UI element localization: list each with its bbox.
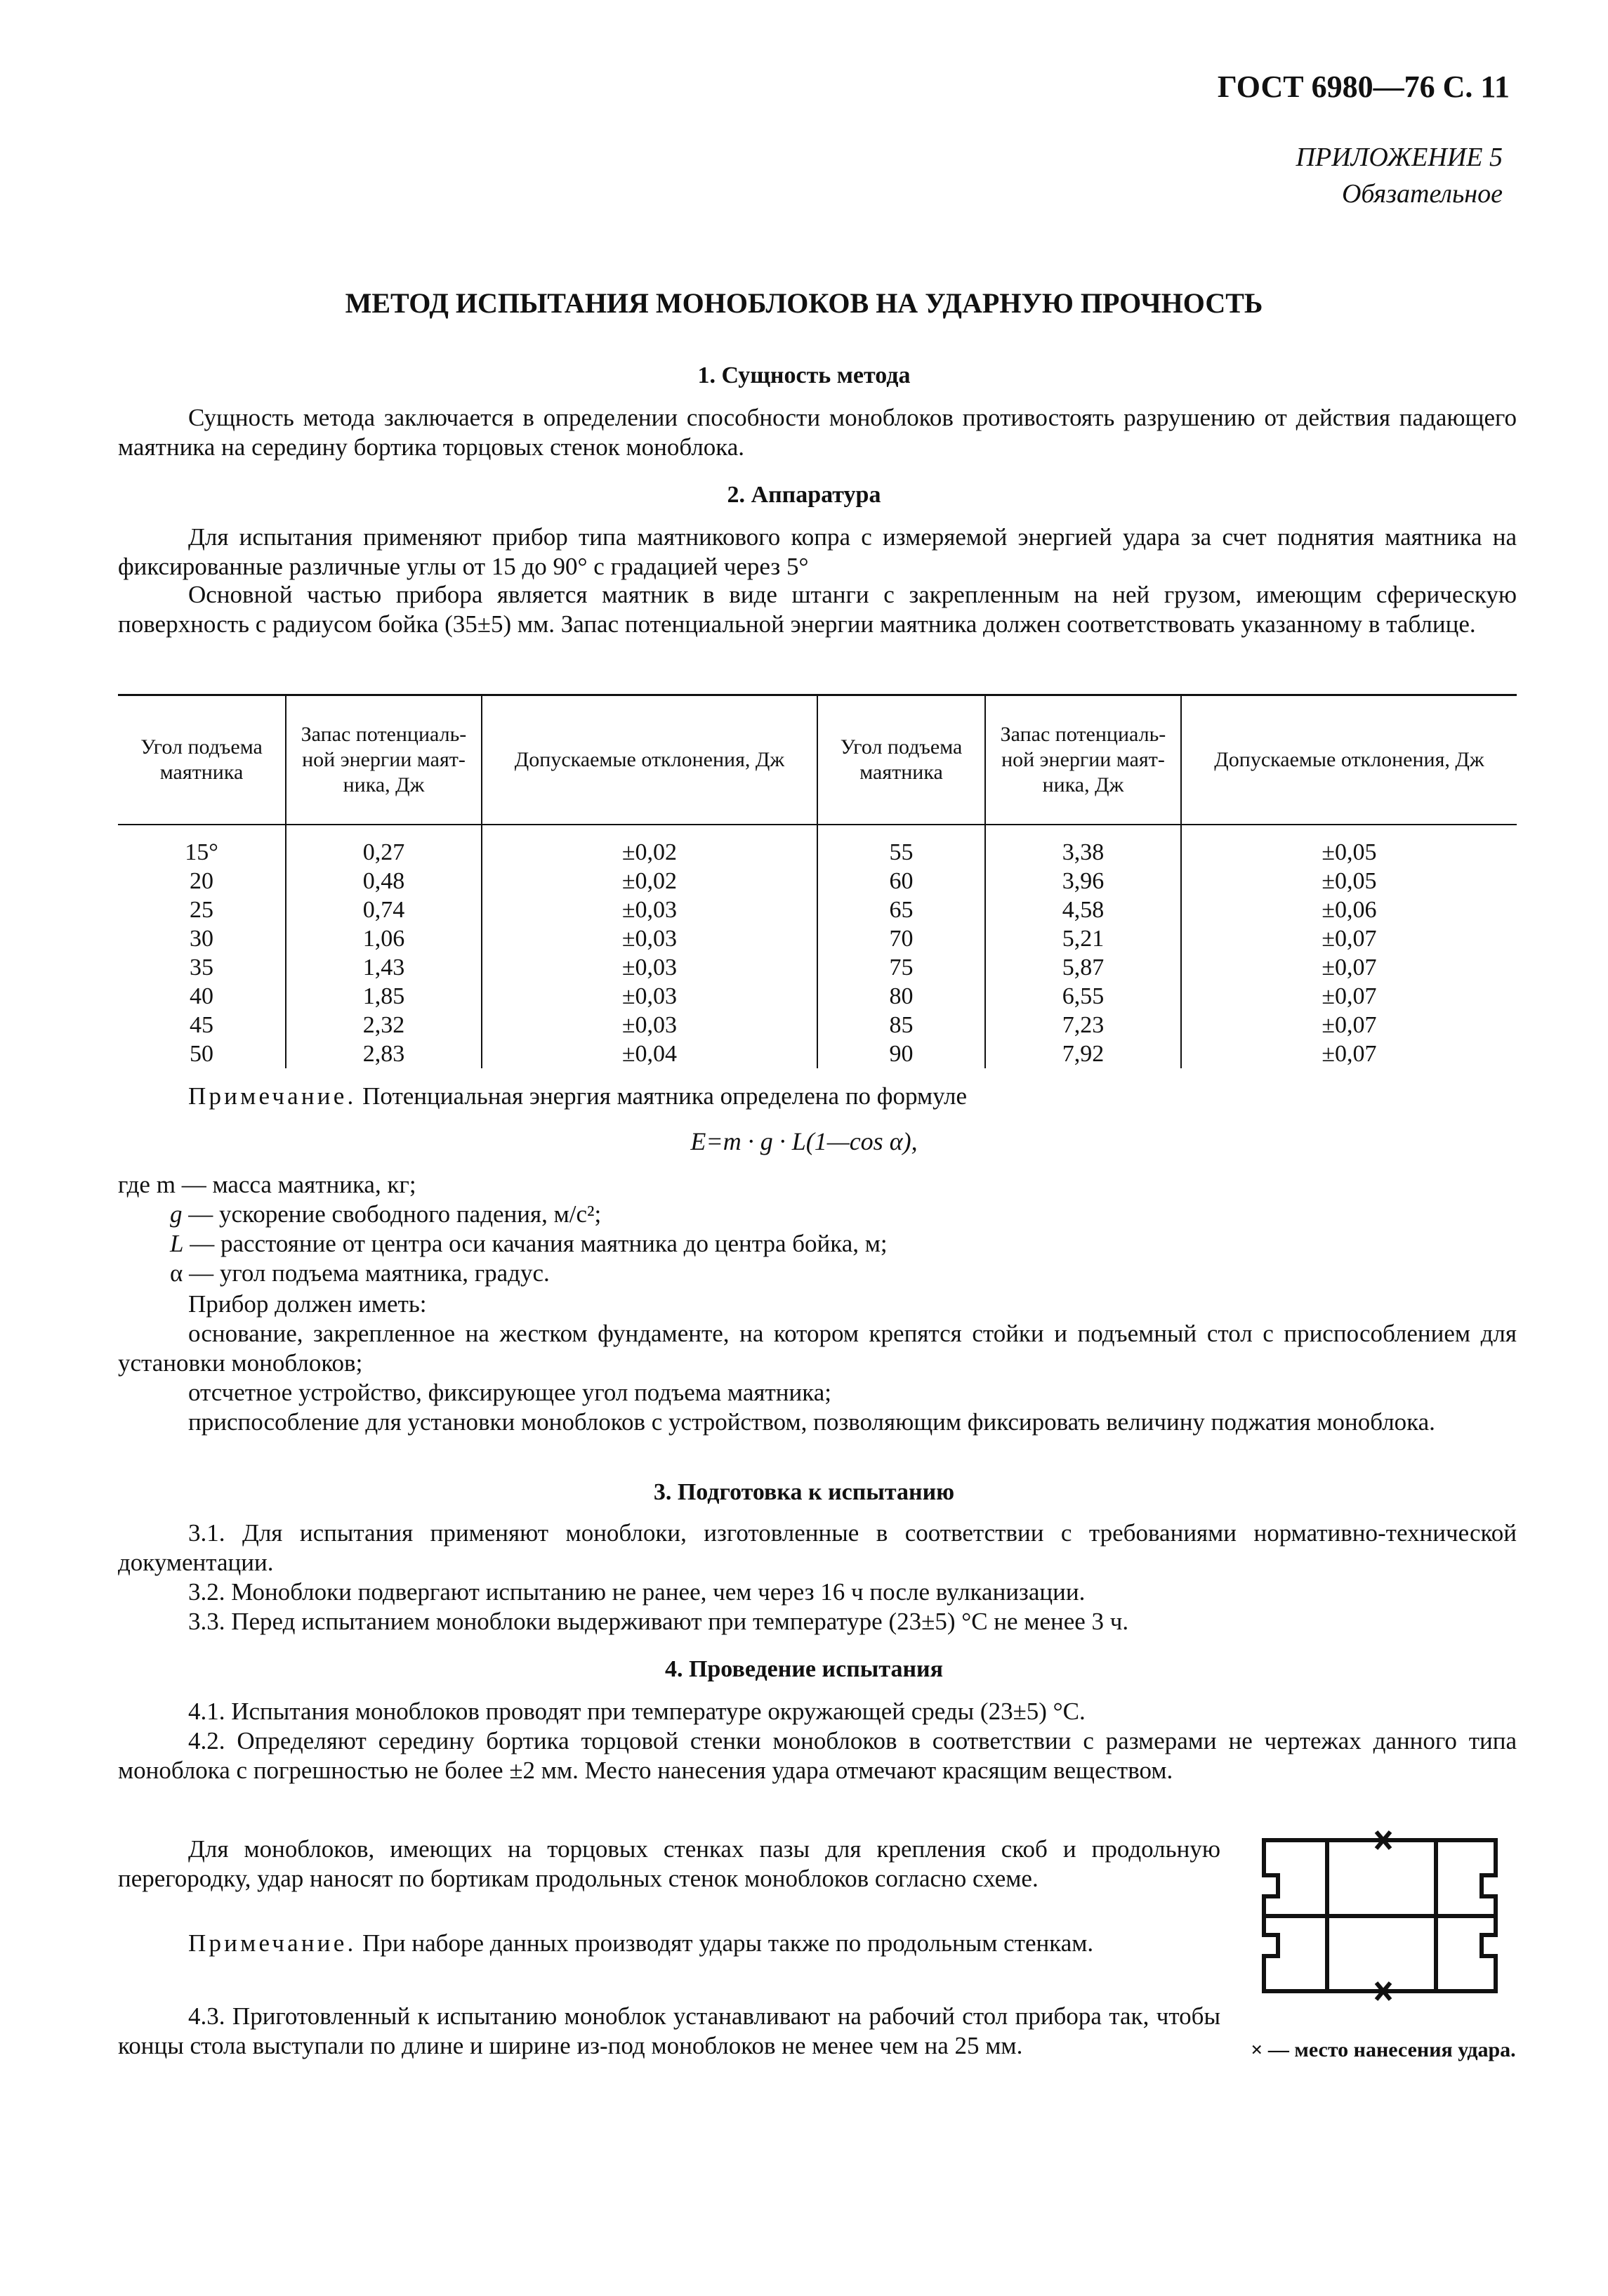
table-cell: 0,48 [286, 867, 482, 896]
table-cell: 1,43 [286, 953, 482, 982]
table-row [118, 1011, 1517, 1039]
table-cell: ±0,03 [482, 924, 817, 953]
table-cell: ±0,07 [1181, 1011, 1517, 1039]
section-3-heading: 3. Подготовка к испытанию [653, 1479, 955, 1505]
table-cell: 80 [817, 982, 985, 1011]
table-cell: 0,74 [286, 896, 482, 924]
table-cell: 25 [190, 897, 214, 923]
table-cell: ±0,07 [1181, 924, 1517, 953]
section-1-heading: 1. Сущность метода [697, 362, 911, 388]
note-1-text: Потенциальная энергия маятника определена по формуле [356, 1082, 968, 1110]
table-cell: 45 [190, 1012, 214, 1038]
section-4-item-2: 4.2. Определяют середину бортика торцовой стенки моноблоков в соответствии с размерами не чертежах данного типа моноблока с погрешностью не более ±2 мм. Место нанесения удара отмечают красящим веществом. [118, 1727, 1517, 1784]
table-row [118, 924, 1517, 953]
appendix-block [1296, 139, 1503, 212]
table-cell: ±0,03 [482, 953, 817, 982]
monoblock-scheme [1250, 1826, 1517, 2002]
energy-table [118, 694, 1517, 1068]
note-1-label: Примечание. [188, 1082, 357, 1110]
section-3-item-3: 3.3. Перед испытанием моноблоки выдерживают при температуре (23±5) °С не менее 3 ч. [188, 1608, 1129, 1635]
section-3-item-1: 3.1. Для испытания применяют моноблоки, изготовленные в соответствии с требованиями нормативно-технической документации. [118, 1519, 1517, 1576]
table-cell: 70 [817, 924, 985, 953]
table-header-cell: Запас потенциаль-ной энергии маят-ника, Дж [286, 695, 482, 825]
section-3-item-2: 3.2. Моноблоки подвергают испытанию не ранее, чем через 16 ч после вулканизации. [188, 1578, 1086, 1606]
where-desc: — расстояние от центра оси качания маятника до центра бойка, м; [183, 1230, 888, 1257]
table-cell: 40 [190, 983, 214, 1009]
appendix-status: Обязательное [1341, 179, 1503, 209]
section-4-heading: 4. Проведение испытания [664, 1656, 944, 1682]
table-cell: ±0,07 [1181, 1039, 1517, 1068]
note-2-label: Примечание. [188, 1929, 357, 1957]
table-cell: ±0,06 [1181, 896, 1517, 924]
formula: E=m · g · L(1—cos α), [690, 1127, 918, 1155]
table-cell: 60 [817, 867, 985, 896]
table-header-cell: Запас потенциаль-ной энергии маят-ника, Дж [985, 695, 1181, 825]
section-4-item-3: 4.3. Приготовленный к испытанию моноблок устанавливают на рабочий стол прибора так, чтобы концы стола выступали по длине и ширине из-под моноблоков не менее чем на 25 мм. [118, 2002, 1220, 2059]
note-2 [118, 1929, 1220, 1958]
table-cell: ±0,03 [482, 896, 817, 924]
table-cell: 55 [817, 825, 985, 867]
note-2-text: При наборе данных производят удары также по продольным стенкам. [356, 1929, 1094, 1957]
table-cell: 75 [817, 953, 985, 982]
table-cell: 15° [185, 839, 218, 865]
device-intro: Прибор должен иметь: [188, 1290, 427, 1318]
table-cell: 7,92 [985, 1039, 1181, 1068]
table-cell: 20 [190, 868, 214, 894]
note-1 [118, 1082, 1517, 1111]
table-row [118, 896, 1517, 924]
table-cell: 1,06 [286, 924, 482, 953]
table-header-cell: Угол подъема маятника [817, 695, 985, 825]
table-cell: 3,96 [985, 867, 1181, 896]
device-item-2: отсчетное устройство, фиксирующее угол подъема маятника; [188, 1379, 831, 1406]
where-desc: — угол подъема маятника, градус. [183, 1259, 550, 1287]
table-cell: ±0,02 [482, 867, 817, 896]
table-cell: 1,85 [286, 982, 482, 1011]
section-4-item-1: 4.1. Испытания моноблоков проводят при температуре окружающей среды (23±5) °С. [188, 1698, 1086, 1725]
table-cell: 3,38 [985, 825, 1181, 867]
where-desc: — ускорение свободного падения, м/с²; [182, 1200, 602, 1228]
device-item-3: приспособление для установки моноблоков с устройством, позволяющим фиксировать величину поджатия моноблока. [188, 1408, 1435, 1436]
appendix-label: ПРИЛОЖЕНИЕ 5 [1296, 143, 1503, 172]
table-cell: 35 [190, 955, 214, 980]
table-cell: ±0,03 [482, 982, 817, 1011]
device-item-1: основание, закрепленное на жестком фундаменте, на котором крепятся стойки и подъемный стол с приспособлением для установки моноблоков; [118, 1320, 1517, 1377]
where-m [118, 1170, 1517, 1200]
table-cell: ±0,05 [1181, 867, 1517, 896]
table-cell: 5,87 [985, 953, 1181, 982]
table-row [118, 953, 1517, 982]
where-symbol: g [170, 1200, 183, 1228]
section-2-para-1: Для испытания применяют прибор типа маятникового копра с измеряемой энергией удара за счет поднятия маятника на фиксированные различные углы от 15 до 90° с градацией через 5° [118, 523, 1517, 580]
table-row [118, 867, 1517, 896]
table-header-row [118, 695, 1517, 825]
table-cell: ±0,07 [1181, 953, 1517, 982]
section-4-para-scheme: Для моноблоков, имеющих на торцовых стенках пазы для крепления скоб и продольную перегородку, удар наносят по бортикам продольных стенок моноблоков согласно схеме. [118, 1835, 1220, 1892]
table-cell: 2,32 [286, 1011, 482, 1039]
table-header-cell: Допускаемые отклонения, Дж [482, 695, 817, 825]
figure-caption: × — место нанесения удара. [1251, 2038, 1516, 2061]
section-1-text: Сущность метода заключается в определении способности моноблоков противостоять разрушению от действия падающего маятника на середину бортика торцовых стенок моноблока. [118, 404, 1517, 461]
table-cell: 2,83 [286, 1039, 482, 1068]
table-row [118, 825, 1517, 867]
table-cell: ±0,05 [1181, 825, 1517, 867]
section-2-para-2: Основной частью прибора является маятник в виде штанги с закрепленным на ней грузом, имеющим сферическую поверхность с радиусом бойка (35±5) мм. Запас потенциальной энергии маятника должен соответствовать указанному в таблице. [118, 581, 1517, 638]
where-desc: — масса маятника, кг; [175, 1171, 416, 1198]
table-cell: 90 [817, 1039, 985, 1068]
table-cell: 50 [190, 1041, 214, 1067]
table-cell: 6,55 [985, 982, 1181, 1011]
table-header-cell: Угол подъема маятника [118, 695, 286, 825]
document-title: МЕТОД ИСПЫТАНИЯ МОНОБЛОКОВ НА УДАРНУЮ ПРОЧНОСТЬ [345, 287, 1263, 319]
table-cell: 30 [190, 926, 214, 952]
where-g [170, 1200, 1517, 1229]
section-2-heading: 2. Аппаратура [727, 482, 881, 508]
table-row [118, 982, 1517, 1011]
where-symbol: α [170, 1259, 183, 1287]
table-cell: ±0,03 [482, 1011, 817, 1039]
table-cell: ±0,02 [482, 825, 817, 867]
table-cell: 85 [817, 1011, 985, 1039]
where-symbol: L [170, 1230, 184, 1257]
page-header: ГОСТ 6980—76 С. 11 [1217, 70, 1510, 104]
table-cell: 7,23 [985, 1011, 1181, 1039]
table-cell: 4,58 [985, 896, 1181, 924]
where-l [170, 1229, 1517, 1259]
table-cell: 65 [817, 896, 985, 924]
where-symbol: где m [118, 1171, 176, 1198]
table-cell: ±0,04 [482, 1039, 817, 1068]
table-row [118, 1039, 1517, 1068]
table-cell: ±0,07 [1181, 982, 1517, 1011]
table-header-cell: Допускаемые отклонения, Дж [1181, 695, 1517, 825]
table-cell: 5,21 [985, 924, 1181, 953]
table-cell: 0,27 [286, 825, 482, 867]
where-alpha [170, 1259, 1517, 1288]
